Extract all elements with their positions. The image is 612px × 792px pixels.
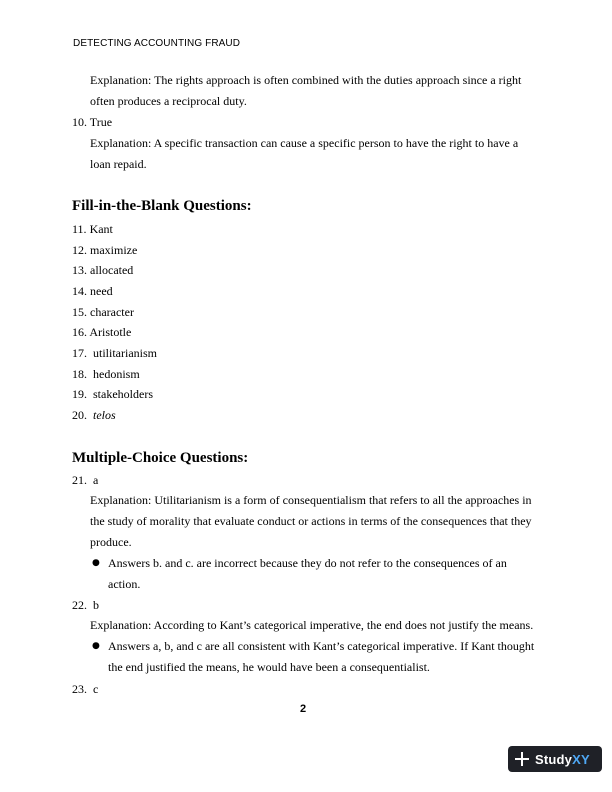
fill-in-item-11: 11. Kant: [72, 222, 113, 236]
answer-10: 10. True: [72, 115, 113, 129]
fill-in-item-15: 15. character: [72, 305, 134, 319]
bullet-dot-22: ●: [92, 641, 100, 651]
fill-in-item-20: 20. telos: [72, 408, 116, 422]
explanation-22-line-1: Explanation: According to Kant’s categorical imperative, the end does not justify the means.: [90, 618, 534, 632]
fill-in-item-19: 19. stakeholders: [72, 387, 153, 401]
fill-in-item-12: 12. maximize: [72, 243, 138, 257]
explanation-21-line-1: Explanation: Utilitarianism is a form of consequentialism that refers to all the approaches in: [90, 493, 532, 507]
explanation-9-line-1: Explanation: The rights approach is often combined with the duties approach since a right: [90, 73, 522, 87]
bullet-22-line-2: the end justified the means, he would have been a consequentialist.: [108, 660, 430, 674]
studyxy-logo-text: StudyXY: [535, 751, 590, 767]
bullet-21-line-2: action.: [108, 577, 141, 591]
explanation-10-line-2: loan repaid.: [90, 157, 147, 171]
answer-22: 22. b: [72, 598, 99, 612]
explanation-21-line-3: produce.: [90, 535, 132, 549]
running-header: DETECTING ACCOUNTING FRAUD: [73, 38, 241, 49]
multiple-choice-section-title: Multiple-Choice Questions:: [72, 450, 249, 466]
fill-in-item-17: 17. utilitarianism: [72, 346, 157, 360]
studyxy-badge[interactable]: [508, 746, 602, 772]
explanation-21-line-2: the study of morality that evaluate conduct or actions in terms of the consequences that they: [90, 514, 532, 528]
plus-icon: [514, 751, 530, 767]
explanation-10-line-1: Explanation: A specific transaction can cause a specific person to have the right to have a: [90, 136, 519, 150]
page-number: 2: [300, 703, 307, 715]
answer-23: 23. c: [72, 682, 99, 696]
bullet-dot-21: ●: [92, 558, 100, 568]
fill-in-item-14: 14. need: [72, 284, 113, 298]
bullet-21-line-1: Answers b. and c. are incorrect because they do not refer to the consequences of an: [108, 556, 507, 570]
fill-in-item-13: 13. allocated: [72, 263, 134, 277]
fill-in-item-16: 16. Aristotle: [72, 325, 132, 339]
fill-in-item-18: 18. hedonism: [72, 367, 140, 381]
answer-21: 21. a: [72, 473, 99, 487]
explanation-9-line-2: often produces a reciprocal duty.: [90, 94, 247, 108]
bullet-22-line-1: Answers a, b, and c are all consistent with Kant’s categorical imperative. If Kant thought: [108, 639, 535, 653]
fill-in-section-title: Fill-in-the-Blank Questions:: [72, 198, 252, 214]
